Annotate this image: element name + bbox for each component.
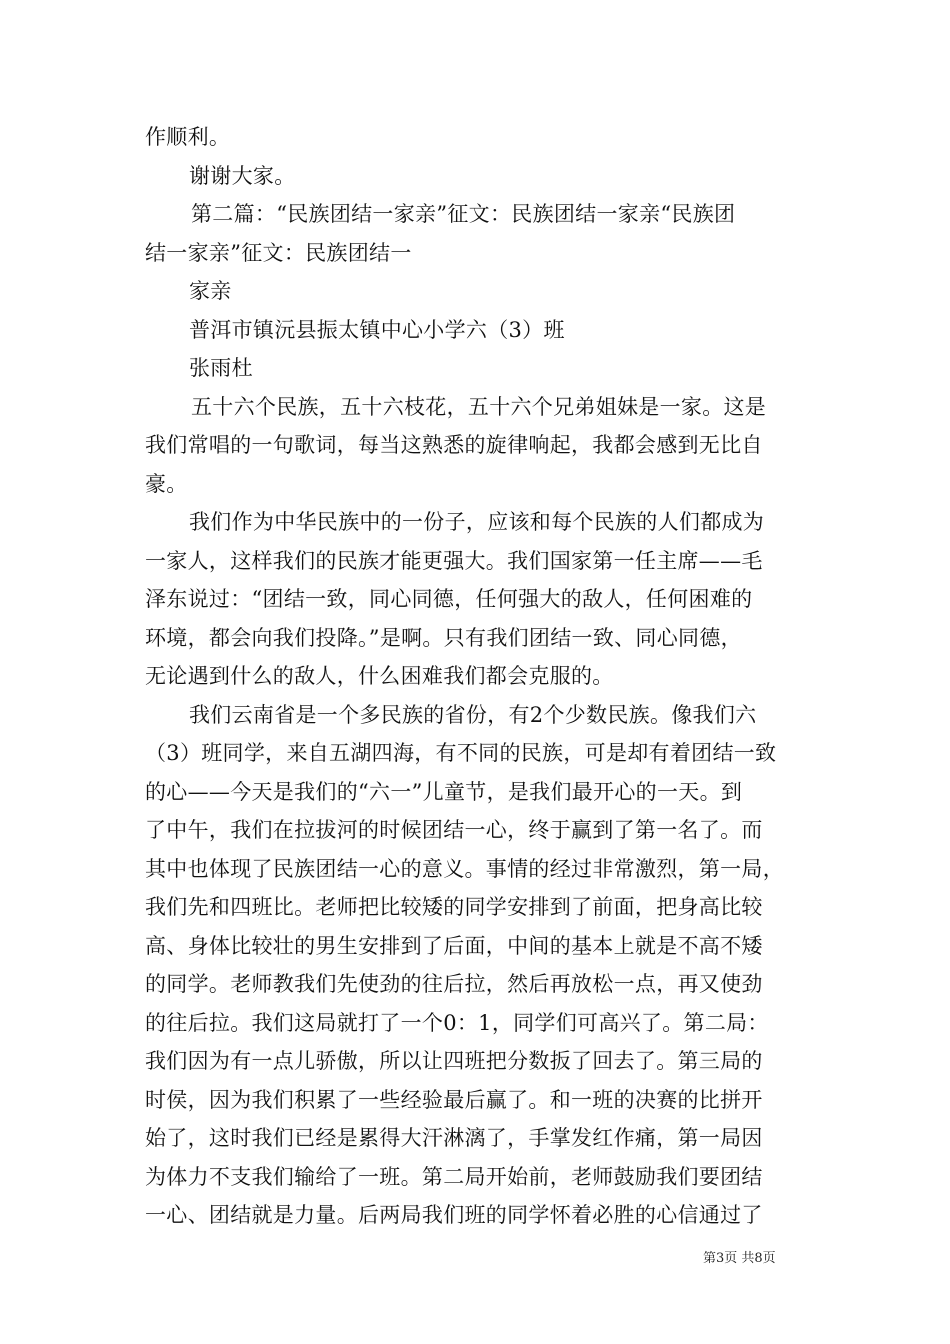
- text-line: 时侯，因为我们积累了一些经验最后赢了。和一班的决赛的比拼开: [145, 1087, 763, 1112]
- text-line: 我们先和四班比。老师把比较矮的同学安排到了前面，把身高比较: [145, 895, 763, 919]
- text-line: 其中也体现了民族团结一心的意义。事情的经过非常激烈，第一局，: [145, 856, 784, 881]
- section-heading: 第二篇：“民族团结一家亲”征文：民族团结一家亲“民族团: [191, 202, 736, 226]
- text-line: 我们因为有一点儿骄傲，所以让四班把分数扳了回去了。第三局的: [145, 1049, 763, 1073]
- text-line: 一心、团结就是力量。后两局我们班的同学怀着必胜的心信通过了: [145, 1203, 763, 1227]
- text-line: （3）班同学，来自五湖四海，有不同的民族，可是却有着团结一致: [145, 741, 777, 765]
- text-line: 我们作为中华民族中的一份子，应该和每个民族的人们都成为: [189, 510, 765, 534]
- author-school: 普洱市镇沅县振太镇中心小学六（3）班: [189, 317, 565, 342]
- author-name: 张雨杜: [189, 356, 253, 380]
- text-line: 的往后拉。我们这局就打了一个0：1，同学们可高兴了。第二局：: [145, 1010, 769, 1035]
- section-heading: 家亲: [189, 279, 232, 303]
- text-line: 无论遇到什么的敌人，什么困难我们都会克服的。: [145, 664, 614, 688]
- text-line: 了中午，我们在拉拔河的时候团结一心，终于赢到了第一名了。而: [145, 818, 763, 842]
- text-line: 泽东说过：“团结一致，同心同德，任何强大的敌人，任何困难的: [145, 587, 753, 611]
- text-line: 豪。: [145, 471, 188, 496]
- page-number: 第3页 共8页: [703, 1251, 776, 1266]
- text-line: 五十六个民族，五十六枝花，五十六个兄弟姐妹是一家。这是: [191, 394, 767, 419]
- document-body: [145, 118, 810, 1235]
- text-line: 的心——今天是我们的“六一”儿童节，是我们最开心的一天。到: [145, 779, 743, 804]
- text-line: 谢谢大家。: [189, 163, 296, 188]
- text-line: 我们云南省是一个多民族的省份，有2个少数民族。像我们六: [189, 702, 757, 727]
- text-line: 我们常唱的一句歌词，每当这熟悉的旋律响起，我都会感到无比自: [145, 433, 763, 457]
- text-line: 始了，这时我们已经是累得大汗淋漓了，手掌发红作痛，第一局因: [145, 1126, 763, 1150]
- text-line: 环境，都会向我们投降。”是啊。只有我们团结一致、同心同德，: [145, 625, 742, 650]
- text-line: 高、身体比较壮的男生安排到了后面，中间的基本上就是不高不矮: [145, 933, 763, 958]
- text-line: 一家人，这样我们的民族才能更强大。我们国家第一任主席——毛: [145, 548, 763, 573]
- text-line: 作顺利。: [145, 125, 231, 149]
- text-line: 的同学。老师教我们先使劲的往后拉，然后再放松一点，再又使劲: [145, 972, 763, 996]
- text-line: 为体力不支我们输给了一班。第二局开始前，老师鼓励我们要团结: [145, 1164, 763, 1189]
- section-heading: 结一家亲”征文：民族团结一: [145, 240, 412, 265]
